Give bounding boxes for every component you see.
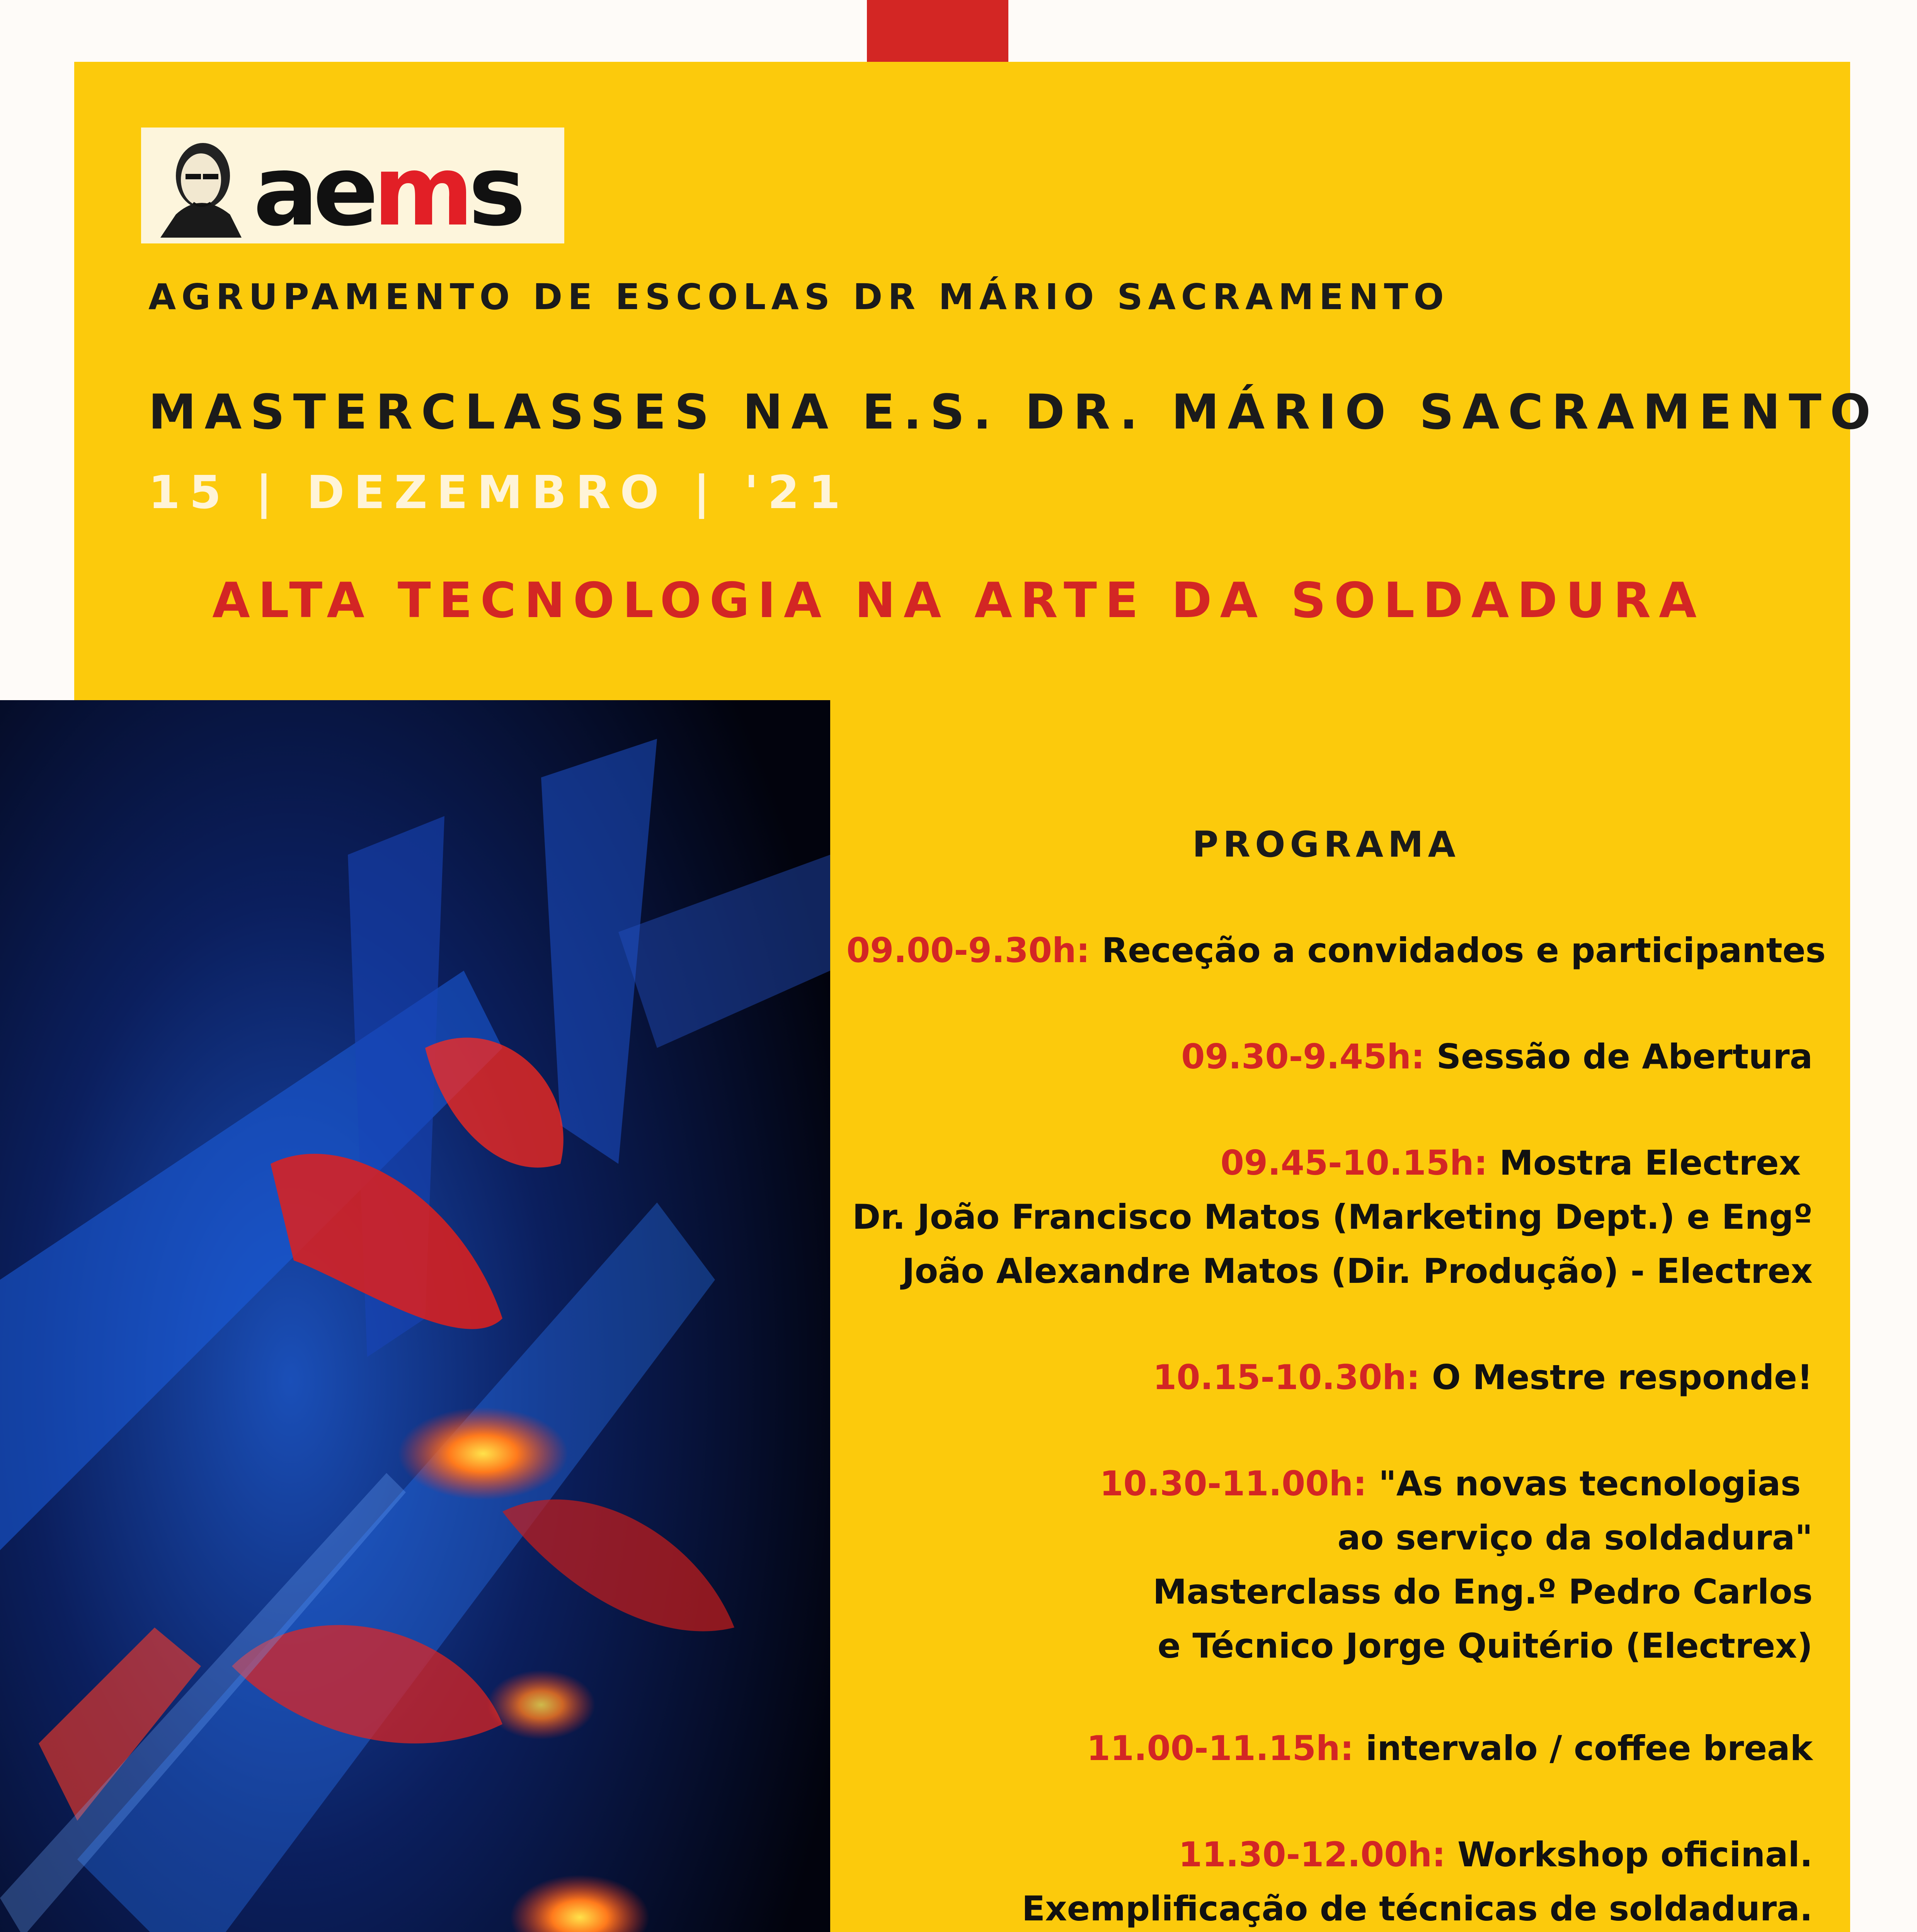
program-time: 09.30-9.45h: (1181, 1037, 1425, 1077)
program-time: 10.15-10.30h: (1153, 1357, 1420, 1397)
event-date: 15 | DEZEMBRO | '21 (148, 466, 850, 519)
logo-wordmark: aems (253, 135, 521, 243)
program-item: 11.00-11.15h: intervalo / coffee break (1086, 1728, 1813, 1768)
page-title: MASTERCLASSES NA E.S. DR. MÁRIO SACRAMENTO (148, 384, 1880, 440)
organization-name: AGRUPAMENTO DE ESCOLAS DR MÁRIO SACRAMENTO (148, 276, 1449, 318)
program-item: 10.30-11.00h: "As novas tecnologias ao serviço da soldadura" Masterclass do Eng.º Pedro Carlos e Técnico Jorge Quitério (Electrex) (1100, 1464, 1813, 1666)
program-item: 10.15-10.30h: O Mestre responde! (1153, 1357, 1813, 1397)
portrait-icon (153, 137, 249, 238)
aems-logo (141, 128, 564, 243)
program-item: 09.45-10.15h: Mostra Electrex Dr. João Francisco Matos (Marketing Dept.) e Engº João Alexandre Matos (Dir. Produção) - Electrex (852, 1143, 1813, 1291)
program-item: 09.30-9.45h: Sessão de Abertura (1181, 1037, 1813, 1077)
program-time: 11.30-12.00h: (1178, 1835, 1446, 1874)
event-subtitle: ALTA TECNOLOGIA NA ARTE DA SOLDADURA (212, 572, 1705, 629)
program-heading: PROGRAMA (1192, 824, 1460, 865)
abstract-artwork (0, 700, 830, 1932)
program-item: 09.00-9.30h: Receção a convidados e participantes (846, 930, 1826, 970)
program-item: 11.30-12.00h: Workshop oficinal. Exemplificação de técnicas de soldadura. (1021, 1835, 1813, 1929)
program-time: 10.30-11.00h: (1100, 1464, 1367, 1503)
top-red-tab (867, 0, 1008, 71)
program-time: 09.00-9.30h: (846, 930, 1090, 970)
program-time: 11.00-11.15h: (1086, 1728, 1354, 1768)
program-time: 09.45-10.15h: (1220, 1143, 1488, 1183)
